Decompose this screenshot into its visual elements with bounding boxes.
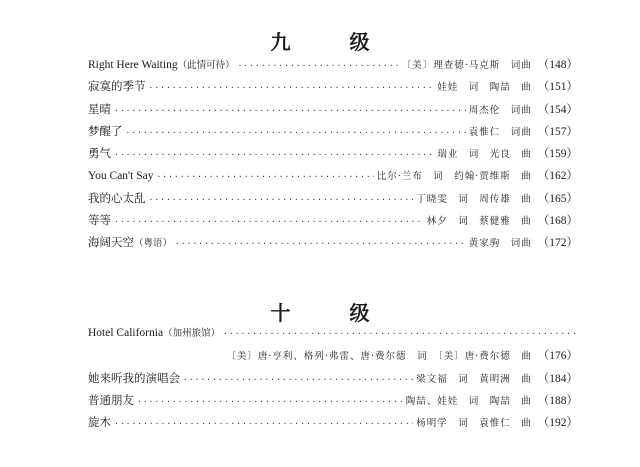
entry-title: 她来听我的演唱会 <box>88 372 180 385</box>
entry-title: 寂寞的季节 <box>88 81 146 94</box>
entry-credit: 林夕 词 蔡健雅 曲 <box>426 216 532 228</box>
section-title-level-9: 九 级 <box>270 30 396 54</box>
dot-leader <box>175 239 466 248</box>
toc-entry <box>88 370 578 392</box>
entry-note: （粤语） <box>134 238 173 250</box>
dot-leader <box>137 397 403 406</box>
level-10-entries <box>88 325 578 436</box>
entry-page: （192） <box>537 417 578 430</box>
toc-entry <box>88 234 578 256</box>
toc-entry <box>88 56 578 78</box>
entry-credit: 〔美〕唐·亨利、格列·弗雷、唐·费尔德 词 〔美〕唐·费尔德 曲 <box>226 351 532 363</box>
entry-credit: 娃娃 词 陶喆 曲 <box>437 82 532 94</box>
entry-credit: 梁文福 词 黄明洲 曲 <box>416 373 532 385</box>
entry-page: （165） <box>537 192 578 205</box>
entry-note: （加州旅馆） <box>163 328 221 339</box>
dot-leader <box>114 217 424 226</box>
toc-entry <box>88 78 578 100</box>
entry-credit: 陶喆、娃娃 词 陶喆 曲 <box>405 395 532 407</box>
toc-entry <box>88 123 578 145</box>
entry-page: （148） <box>537 59 578 71</box>
entry-credit: 比尔·兰布 词 约翰·贾维斯 曲 <box>376 171 532 183</box>
dot-leader <box>156 172 373 181</box>
toc-entry <box>88 145 578 167</box>
entry-credit: 袁惟仁 词曲 <box>468 126 532 138</box>
entry-title: You Can't Say <box>88 170 154 183</box>
entry-page: （159） <box>537 148 578 161</box>
toc-entry <box>88 101 578 123</box>
entry-note: （此情可待） <box>177 60 235 71</box>
entry-page: （184） <box>537 372 578 385</box>
entry-title: 星晴 <box>88 103 111 116</box>
entry-page: （157） <box>537 125 578 138</box>
dot-leader <box>149 83 435 92</box>
dot-leader <box>238 61 399 70</box>
entry-page: （151） <box>537 81 578 94</box>
toc-entry <box>88 190 578 212</box>
entry-title: 普通朋友 <box>88 394 134 407</box>
entry-credit: 周杰伦 词曲 <box>468 104 532 116</box>
toc-entry <box>88 325 578 347</box>
entry-page: （172） <box>537 237 578 250</box>
dot-leader <box>114 150 434 159</box>
dot-leader <box>126 128 466 137</box>
dot-leader <box>149 195 414 204</box>
dot-leader <box>223 329 575 338</box>
entry-credit: 瑞业 词 光良 曲 <box>437 149 532 161</box>
entry-page: （168） <box>537 215 578 228</box>
dot-leader <box>183 375 413 384</box>
entry-page: （176） <box>537 350 578 363</box>
entry-page: （162） <box>537 170 578 183</box>
entry-title: 我的心太乱 <box>88 192 146 205</box>
entry-title: Right Here Waiting <box>88 59 178 71</box>
entry-title: 海阔天空 <box>88 237 134 250</box>
entry-title: 勇气 <box>88 148 111 161</box>
dot-leader <box>114 106 466 115</box>
toc-entry <box>88 414 578 436</box>
toc-entry <box>88 167 578 189</box>
level-9-entries <box>88 56 578 257</box>
entry-credit: 黄家驹 词曲 <box>468 238 532 250</box>
entry-title: Hotel California <box>88 327 164 339</box>
toc-entry <box>88 392 578 414</box>
toc-entry-continuation <box>88 347 578 369</box>
entry-page: （154） <box>537 103 578 116</box>
entry-credit: 杨明学 词 袁惟仁 曲 <box>416 418 532 430</box>
entry-title: 梦醒了 <box>88 125 123 138</box>
entry-credit: 〔美〕理查德·马克斯 词曲 <box>401 60 532 71</box>
toc-entry <box>88 212 578 234</box>
entry-title: 等等 <box>88 215 111 228</box>
section-title-level-10: 十 级 <box>270 301 396 325</box>
entry-title: 旋木 <box>88 417 111 430</box>
dot-leader <box>114 419 413 428</box>
entry-page: （188） <box>537 394 578 407</box>
entry-credit: 丁晓雯 词 周传雄 曲 <box>416 193 532 205</box>
